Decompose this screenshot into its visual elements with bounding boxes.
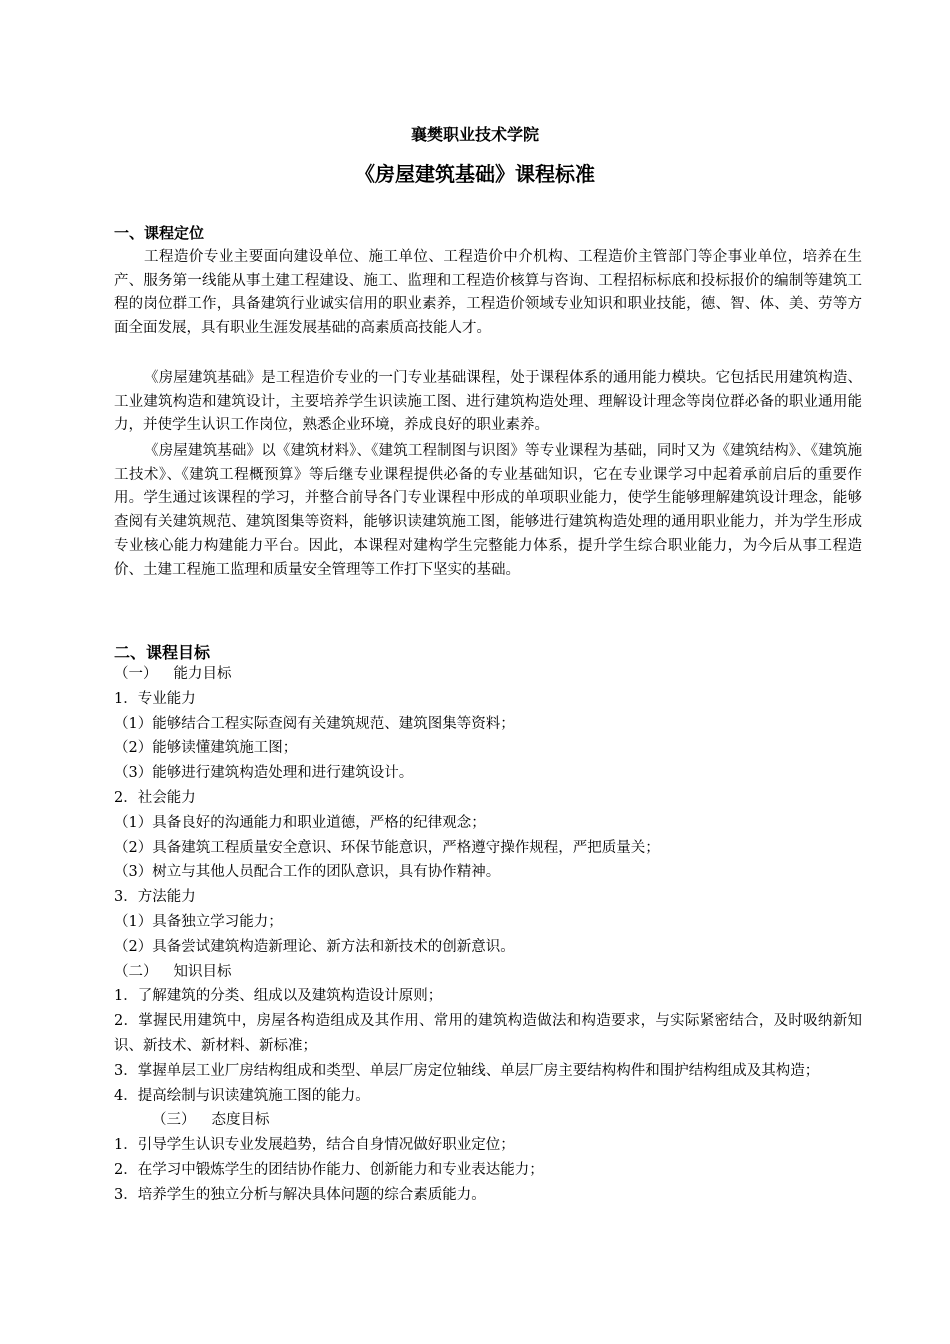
document-title: 《房屋建筑基础》课程标准 <box>355 162 595 186</box>
subsection-label: 知识目标 <box>173 963 232 980</box>
list-item: （2）能够读懂建筑施工图； <box>114 740 298 757</box>
list-item: 2．掌握民用建筑中，房屋各构造组成及其作用、常用的建筑构造做法和构造要求，与实际紧密结合，及时吸纳新知识、新技术、新材料、新标准； <box>114 1013 862 1054</box>
list-item: 2．在学习中锻炼学生的团结协作能力、创新能力和专业表达能力； <box>114 1161 544 1178</box>
section-heading-positioning: 一、课程定位 <box>114 224 205 242</box>
subsection-number: （二） <box>114 963 158 980</box>
paragraph: 《房屋建筑基础》以《建筑材料》、《建筑工程制图与识图》等专业课程为基础，同时又为《建筑结构》、《建筑施工技术》、《建筑工程概预算》等后继专业课程提供必备的专业基础知识，它在专业课学习中起着承前启后的重要作用。学生通过该课程的学习，并整合前导各门专业课程中形成的单项职业能力，使学生能够理解建筑设计理念，能够查阅有关建筑规范、建筑图集等资料，能够识读建筑施工图，能够进行建筑构造处理的通用职业能力，并为学生形成专业核心能力构建能力平台。因此，本课程对建构学生完整能力体系，提升学生综合职业能力，为今后从事工程造价、土建工程施工监理和质量安全管理等工作打下坚实的基础。 <box>114 443 862 578</box>
list-item: （2）具备建筑工程质量安全意识、环保节能意识，严格遵守操作规程，严把质量关； <box>114 839 660 856</box>
school-name: 襄樊职业技术学院 <box>410 125 539 144</box>
list-item: 3．掌握单层工业厂房结构组成和类型、单层厂房定位轴线、单层厂房主要结构构件和围护结构组成及其构造； <box>114 1062 820 1079</box>
paragraph: 《房屋建筑基础》是工程造价专业的一门专业基础课程，处于课程体系的通用能力模块。它包括民用建筑构造、工业建筑构造和建筑设计，主要培养学生识读施工图、进行建筑构造处理、理解设计理念等岗位群必备的职业通用能力，并使学生认识工作岗位，熟悉企业环境，养成良好的职业素养。 <box>114 370 862 434</box>
list-heading: 1．专业能力 <box>114 690 196 707</box>
list-heading: 3．方法能力 <box>114 889 196 906</box>
list-heading: 2．社会能力 <box>114 789 196 806</box>
list-item: 3．培养学生的独立分析与解决具体问题的综合素质能力。 <box>114 1186 486 1203</box>
subsection-label: 态度目标 <box>211 1112 270 1129</box>
list-item: 1．引导学生认识专业发展趋势，结合自身情况做好职业定位； <box>114 1137 515 1154</box>
goals-list <box>114 662 874 1208</box>
subsection-knowledge <box>114 960 874 985</box>
list-item: （1）具备良好的沟通能力和职业道德，严格的纪律观念； <box>114 814 486 831</box>
subsection-number: （三） <box>152 1112 196 1129</box>
subsection-attitude <box>114 1108 874 1133</box>
list-item: （1）能够结合工程实际查阅有关建筑规范、建筑图集等资料； <box>114 715 515 732</box>
subsection-label: 能力目标 <box>173 666 232 682</box>
list-item: 4．提高绘制与识读建筑施工图的能力。 <box>114 1087 370 1104</box>
section-heading-goals: 二、课程目标 <box>114 643 211 662</box>
list-item: （1）具备独立学习能力； <box>114 913 283 930</box>
list-item: （2）具备尝试建筑构造新理论、新方法和新技术的创新意识。 <box>114 938 515 955</box>
list-item: （3）树立与其他人员配合工作的团队意识，具有协作精神。 <box>114 864 501 881</box>
subsection-ability <box>114 662 874 687</box>
list-item: 1．了解建筑的分类、组成以及建筑构造设计原则； <box>114 988 443 1005</box>
list-item: （3）能够进行建筑构造处理和进行建筑设计。 <box>114 765 414 782</box>
subsection-number: （一） <box>114 666 158 682</box>
paragraph: 工程造价专业主要面向建设单位、施工单位、工程造价中介机构、工程造价主管部门等企事业单位，培养在生产、服务第一线能从事土建工程建设、施工、监理和工程造价核算与咨询、工程招标标底和投标报价的编制等建筑工程的岗位群工作，具备建筑行业诚实信用的职业素养，工程造价领域专业知识和职业技能，德、智、体、美、劳等方面全面发展，具有职业生涯发展基础的高素质高技能人才。 <box>114 249 862 337</box>
